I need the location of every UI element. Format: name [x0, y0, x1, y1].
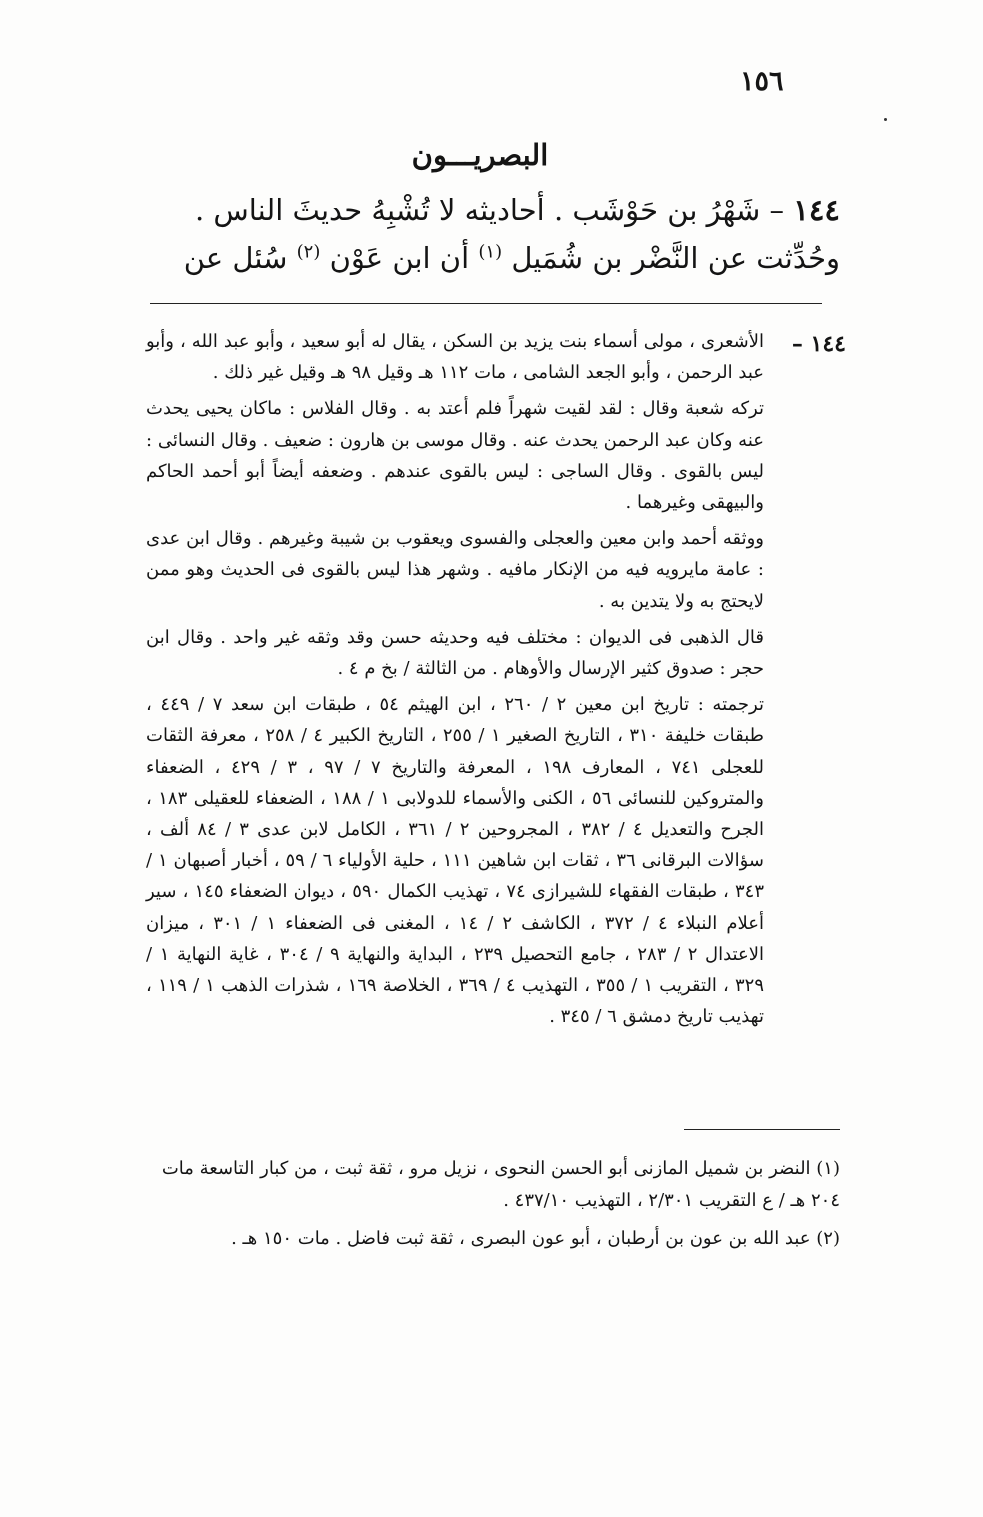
entry-text-2a: وحُدِّثت عن النَّضْر بن شُمَيل [511, 241, 840, 275]
entry-number: ١٤٤ [793, 193, 840, 227]
main-entry [120, 186, 840, 282]
footnote-ref-1[interactable]: (١) [478, 241, 503, 263]
footnote-1: (١) النضر بن شميل المازنى أبو الحسن النحوى ، نزيل مرو ، ثقة ثبت ، من كبار التاسعة مات ٢٠٤ هـ / ع التقريب ٢/٣٠١ ، التهذيب ٤٣٧/١٠ . [161, 1158, 840, 1211]
commentary-paragraph: ووثقه أحمد وابن معين والعجلى والفسوى ويعقوب بن شيبة وغيرهم . وقال ابن عدى : عامة مايرويه فيه من الإنكار مافيه . وشهر هذا ليس بالقوى فى الحديث وهو ممن لايحتج به ولا يتدين به . [146, 528, 764, 612]
divider-rule [150, 303, 822, 304]
footnote-2: (٢) عبد الله بن عون بن أرطبان ، أبو عون البصرى ، ثقة ثبت فاضل . مات ١٥٠ هـ . [231, 1228, 840, 1249]
commentary-paragraph: قال الذهبى فى الديوان : مختلف فيه وحديثه حسن وقد وثقه غير واحد . وقال ابن حجر : صدوق كثير الإرسال والأوهام . من الثالثة / بخ م ٤ . [146, 626, 764, 680]
footnotes [140, 1153, 840, 1261]
entry-text-2c: سُئل عن [183, 241, 288, 275]
entry-text-2b: أن ابن عَوْن [329, 241, 470, 275]
entry-text-1: – شَهْرُ بن حَوْشَب . أحاديثه لا تُشْبِهُ حديثَ الناس . [194, 193, 785, 227]
footnote-ref-2[interactable]: (٢) [296, 241, 321, 263]
commentary-paragraph: تركه شعبة وقال : لقد لقيت شهراً فلم أعتد به . وقال الفلاس : ماكان يحيى يحدث عنه وكان عبد الرحمن يحدث عنه . وقال موسى بن هارون : ضعيف . وقال النسائى : ليس بالقوى . وقال الساجى : ليس بالقوى عندهم . وضعفه أيضاً أبو أحمد الحاكم والبيهقى وغيرهما . [146, 398, 764, 514]
commentary-body [146, 326, 764, 1032]
commentary-number: ١٤٤ – [791, 331, 846, 357]
commentary-block [146, 326, 846, 1037]
scan-speck [884, 118, 887, 121]
section-title: البصريـــون [411, 138, 549, 172]
page-number: ١٥٦ [740, 66, 784, 97]
commentary-paragraph: الأشعرى ، مولى أسماء بنت يزيد بن السكن ، يقال له أبو سعيد ، وأبو عبد الله ، وأبو عبد الرحمن ، وأبو الجعد الشامى ، مات ١١٢ هـ وقيل ٩٨ هـ وقيل غير ذلك . [146, 331, 764, 384]
main-entry-line-1 [120, 186, 840, 234]
commentary-paragraph: ترجمته : تاريخ ابن معين ٢ / ٢٦٠ ، ابن الهيثم ٥٤ ، طبقات ابن سعد ٧ / ٤٤٩ ، طبقات خليفة ٣١٠ ، التاريخ الصغير ١ / ٢٥٥ ، التاريخ الكبير ٤ / ٢٥٨ ، معرفة الثقات للعجلى ٧٤١ ، المعارف ١٩٨ ، المعرفة والتاريخ ٧ / ٩٧ ، ٣ / ٤٢٩ ، الضعفاء والمتروكين للنسائى ٥٦ ، الكنى والأسماء للدولابى ١ / ١٨٨ ، الضعفاء للعقيلى ١٨٣ ، الجرح والتعديل ٤ / ٣٨٢ ، المجروحين ٢ / ٣٦١ ، الكامل لابن عدى ٣ / ٨٤ ألف ، سؤالات البرقانى ٣٦ ، ثقات ابن شاهين ١١١ ، حلية الأولياء ٦ / ٥٩ ، أخبار أصبهان ١ / ٣٤٣ ، طبقات الفقهاء للشيرازى ٧٤ ، تهذيب الكمال ٥٩٠ ، ديوان الضعفاء ١٤٥ ، سير أعلام النبلاء ٤ / ٣٧٢ ، الكاشف ٢ / ١٤ ، المغنى فى الضعفاء ١ / ٣٠١ ، ميزان الاعتدال ٢ / ٢٨٣ ، جامع التحصيل ٢٣٩ ، البداية والنهاية ٩ / ٣٠٤ ، غاية النهاية ١ / ٣٢٩ ، التقريب ١ / ٣٥٥ ، التهذيب ٤ / ٣٦٩ ، الخلاصة ١٦٩ ، شذرات الذهب ١ / ١١٩ ، تهذيب تاريخ دمشق ٦ / ٣٤٥ . [146, 694, 765, 1028]
footnote-rule [684, 1129, 840, 1130]
main-entry-line-2 [120, 234, 840, 282]
